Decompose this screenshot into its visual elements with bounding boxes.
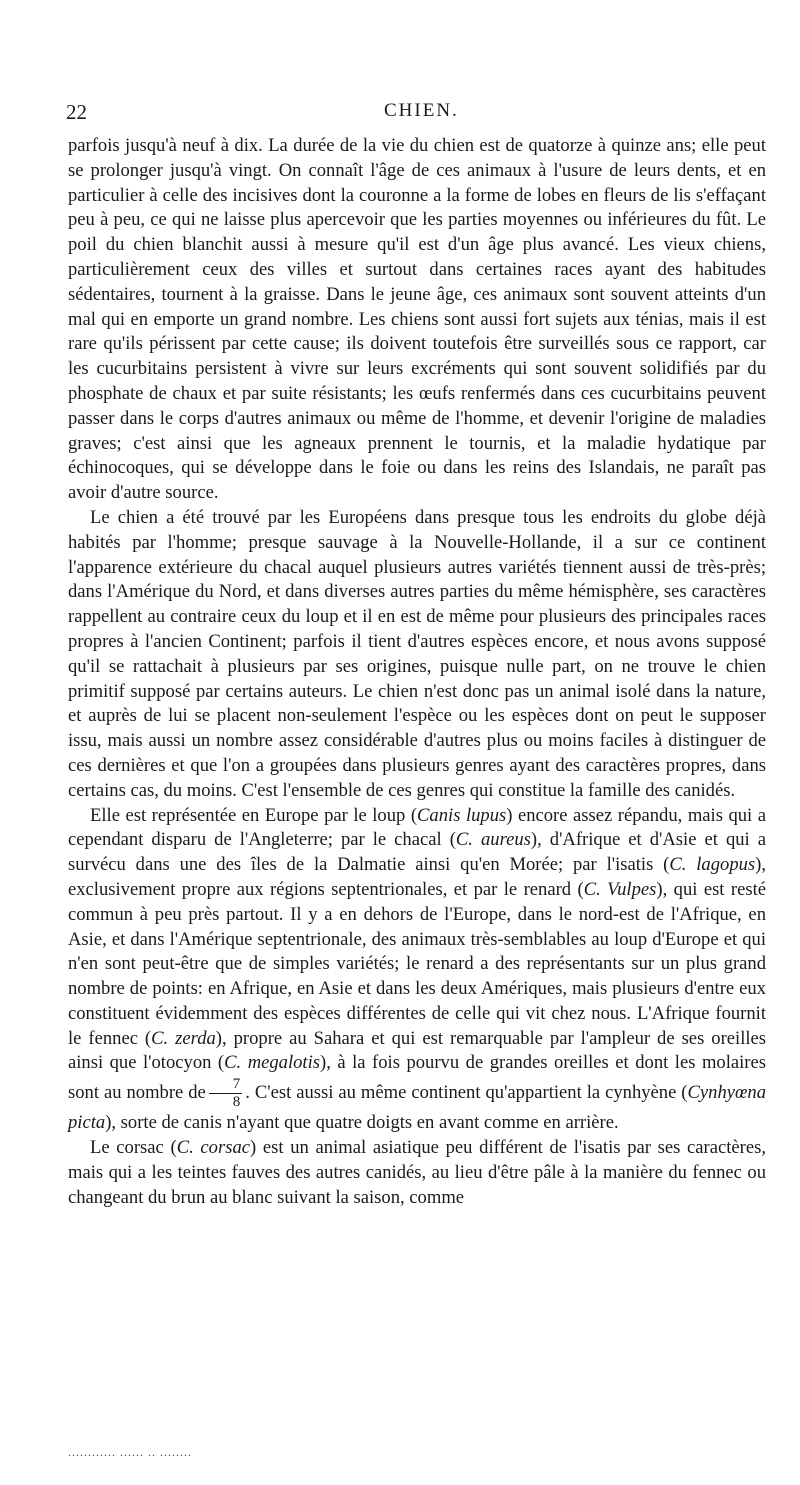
page-number: 22 bbox=[66, 100, 87, 124]
paragraph-1: parfois jusqu'à neuf à dix. La durée de la vie du chien est de quatorze à quinze ans; elle peut se prolonger jusqu'à vingt. On connaît l'âge de ces animaux à l'usure de leurs dents, et en particulier à celle des incisives dont la couronne a la forme de lobes en fleurs de lis s'effaçant peu à peu, ce qui ne laisse plus apercevoir que les parties moyennes ou inférieures du fût. Le poil du chien blanchit aussi à mesure qu'il est d'un âge plus avancé. Les vieux chiens, particulièrement ceux des villes et surtout dans certaines races ayant des habitudes sédentaires, tournent à la graisse. Dans le jeune âge, ces animaux sont souvent atteints d'un mal qui en emporte un grand nombre. Les chiens sont aussi fort sujets aux ténias, mais il est rare qu'ils périssent par cette cause; ils doivent toutefois être surveillés sous ce rapport, car les cucurbitains persistent à vivre sur leurs excréments qui sont souvent solidifiés par du phosphate de chaux et par suite résistants; les œufs renfermés dans ces cucurbitains peuvent passer dans le corps d'autres animaux ou même de l'homme, et devenir l'origine de maladies graves; c'est ainsi que les agneaux prennent le tournis, et la maladie hydatique par échinocoques, qui se développe dans le foie ou dans les reins des Islandais, ne paraît pas avoir d'autre source. bbox=[68, 135, 766, 504]
species-name: C. Vulpes bbox=[583, 878, 657, 900]
running-head: CHIEN. bbox=[384, 100, 459, 121]
text-span: ), sorte de canis n'ayant que quatre doigts en avant comme en arrière. bbox=[105, 1112, 619, 1134]
page-header bbox=[66, 100, 766, 128]
species-name: C. aureus bbox=[455, 829, 531, 851]
species-name: C. megalotis bbox=[224, 1052, 320, 1074]
species-name: Canis lupus bbox=[417, 804, 507, 826]
paragraph-3 bbox=[68, 804, 766, 1137]
footer-dots: ............ ...... .. ........ bbox=[68, 1445, 192, 1459]
text-span: ), qui est resté commun à peu près partout. Il y a en dehors de l'Europe, dans le nord-est de l'Afrique, en Asie, et dans l'Amérique septentrionale, des animaux très-semblables au loup d'Europe et qui n'en sont peut-être que de simples variétés; le renard a des représentants sur un plus grand nombre de points: en Afrique, en Asie et dans les deux Amériques, mais plusieurs d'entre eux constituent évidemment des espèces différentes de celle qui vit chez nous. L'Afrique fournit le fennec ( bbox=[68, 878, 766, 1049]
species-name: C. lagopus bbox=[669, 854, 756, 876]
text-span: ), propre au Sahara et qui est remarquable par l'ampleur de ses oreilles ainsi que l'otocyon ( bbox=[68, 1027, 767, 1074]
text-span: . C'est aussi au même continent qu'appartient la cynhyène ( bbox=[245, 1082, 688, 1104]
fraction-denominator: 8 bbox=[232, 1094, 241, 1111]
text-span: ), d'Afrique et d'Asie et qui a survécu dans une des îles de la Dalmatie ainsi qu'en Morée; par l'isatis ( bbox=[68, 829, 766, 876]
species-name: Cynhyœna picta bbox=[68, 1082, 766, 1134]
text-span: ), exclusivement propre aux régions septentrionales, et par le renard ( bbox=[68, 854, 766, 900]
text-span: Le corsac ( bbox=[90, 1137, 177, 1159]
fraction-numerator: 7 bbox=[209, 1076, 243, 1094]
species-name: C. corsac bbox=[176, 1137, 251, 1159]
paragraph-4 bbox=[68, 1136, 766, 1210]
paragraph-2: Le chien a été trouvé par les Européens dans presque tous les endroits du globe déjà habités par l'homme; presque sauvage à la Nouvelle-Hollande, il a sur ce continent l'apparence extérieure du chacal auquel plusieurs autres variétés tiennent aussi de très-près; dans l'Amérique du Nord, et dans diverses autres parties du même hémisphère, ses caractères rappellent au contraire ceux du loup et il en est de même pour plusieurs des principales races propres à l'ancien Continent; parfois il tient d'autres espèces encore, et nous avons supposé qu'il se rattachait à plusieurs par ses origines, puisque nulle part, on ne trouve le chien primitif supposé par certains auteurs. Le chien n'est donc pas un animal isolé dans la nature, et auprès de lui se placent non-seulement l'espèce ou les espèces dont on peut le supposer issu, mais aussi un nombre assez considérable d'autres plus ou moins faciles à distinguer de ces dernières et que l'on a groupées dans plusieurs genres ayant des caractères propres, dans certains cas, du moins. C'est l'ensemble de ces genres qui constitue la famille des canidés. bbox=[68, 506, 766, 801]
body-text bbox=[68, 134, 766, 1210]
text-span: ) encore assez répandu, mais qui a cependant disparu de l'Angleterre; par le chacal ( bbox=[68, 804, 766, 851]
text-span: ) est un animal asiatique peu différent de l'isatis par ses caractères, mais qui a les teintes fauves des autres canidés, au lieu d'être pâle à la manière du fennec ou changeant du brun au blanc suivant la saison, comme bbox=[68, 1137, 766, 1208]
text-span: ), à la fois pourvu de grandes oreilles et dont les molaires sont au nombre de bbox=[68, 1052, 766, 1104]
species-name: C. zerda bbox=[151, 1027, 216, 1049]
fraction bbox=[209, 1076, 243, 1111]
text-span: Elle est représentée en Europe par le loup ( bbox=[90, 804, 418, 826]
